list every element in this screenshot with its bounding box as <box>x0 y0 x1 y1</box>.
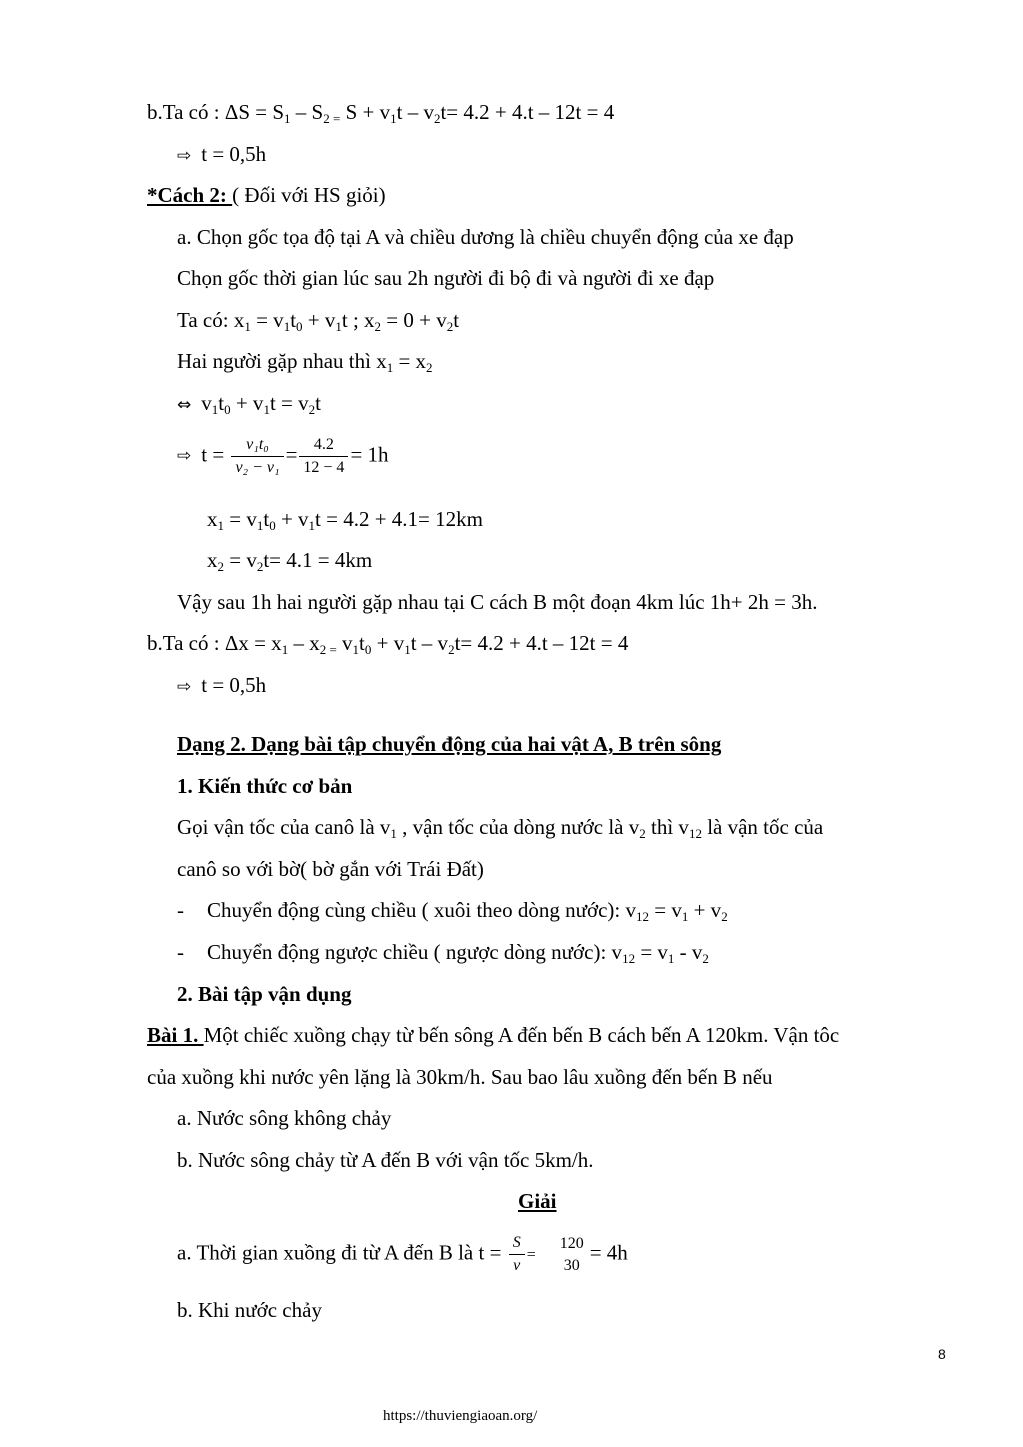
text: t ; x <box>341 308 375 332</box>
line-origin <box>177 227 794 248</box>
text: S + v <box>340 100 391 124</box>
equals: = <box>285 442 298 467</box>
text: canô so với bờ( bờ gắn với Trái Đất) <box>177 857 484 881</box>
line-meet <box>177 349 433 375</box>
subscript: 1 <box>386 360 394 375</box>
text: t = 4.2 + 4.1= 12km <box>315 507 483 531</box>
text: t <box>315 391 321 415</box>
text: = x <box>393 349 427 373</box>
subscript: 2 <box>426 360 433 375</box>
text: a. Nước sông không chảy <box>177 1106 392 1130</box>
subscript: 1 <box>263 402 270 417</box>
text: t= 4.2 + 4.t – 12t = 4 <box>440 100 615 124</box>
footer-url[interactable]: https://thuviengiaoan.org/ <box>383 1408 538 1424</box>
subscript: 2 <box>308 402 316 417</box>
text: – x <box>288 631 320 655</box>
text: x <box>207 507 218 531</box>
line-velocity-def <box>177 815 824 841</box>
subscript: 2 <box>217 559 224 574</box>
line-time-origin <box>177 268 714 289</box>
denominator: 12 − 4 <box>303 459 345 476</box>
subscript: 12 <box>688 826 702 841</box>
line-solution-b <box>177 1300 322 1321</box>
text: t = v <box>269 391 309 415</box>
section-heading-dang-2 <box>177 734 721 755</box>
text: Một chiếc xuồng chạy từ bến sông A đến bến B cách bến A 120km. Vận tôc <box>203 1023 840 1047</box>
denominator: v <box>513 1257 521 1274</box>
subscript: 1 <box>217 518 224 533</box>
text: – S <box>290 100 324 124</box>
heading-text: Dạng 2. Dạng bài tập chuyển động của hai vật A, B trên sông <box>177 732 722 756</box>
text: = v <box>635 940 668 964</box>
text: ( Đối với HS giỏi) <box>232 183 386 207</box>
text: t <box>218 391 225 415</box>
subscript: 0 <box>364 642 372 657</box>
implies-arrow-icon: ⇨ <box>177 446 192 467</box>
subheading-kien-thuc <box>177 776 352 797</box>
text: t – v <box>396 100 434 124</box>
subscript: 2 <box>448 642 455 657</box>
line-x1 <box>207 507 483 533</box>
text: t <box>359 631 365 655</box>
numerator: S <box>509 1232 525 1255</box>
text: + v <box>302 308 336 332</box>
subscript: 1 <box>681 909 689 924</box>
text: Ta có: x <box>177 308 245 332</box>
subscript: 12 <box>622 951 636 966</box>
text: Chuyển động ngược chiều ( ngược dòng nước): v <box>207 940 623 964</box>
text: Vậy sau 1h hai người gặp nhau tại C cách B một đoạn 4km lúc 1h+ 2h = 3h. <box>177 590 818 614</box>
text: b.Ta có : Δx = x <box>147 631 282 655</box>
text: t= 4.2 + 4.t – 12t = 4 <box>454 631 629 655</box>
equivalence-arrow-icon: ⇔ <box>177 395 192 415</box>
text: t <box>263 507 270 531</box>
subscript: 1 <box>308 518 316 533</box>
denominator: 30 <box>563 1256 580 1274</box>
subscript: 1 <box>335 319 342 334</box>
text: a. Thời gian xuồng đi từ A đến B là t = <box>177 1240 507 1265</box>
bullet-dash: - <box>177 940 184 964</box>
text: t = <box>201 442 230 467</box>
numerator: v₁t₀ <box>231 434 283 457</box>
bullet-dash: - <box>177 898 184 922</box>
text: - v <box>674 940 703 964</box>
subscript: 2 <box>256 559 264 574</box>
text: = 0 + v <box>381 308 447 332</box>
page-number: 8 <box>938 1346 946 1362</box>
subscript: 2 <box>639 826 646 841</box>
text: = 4h <box>589 1240 628 1265</box>
subscript: 2 <box>446 319 454 334</box>
list-item-downstream <box>177 898 728 924</box>
text: b.Ta có : ΔS = S <box>147 100 285 124</box>
heading-giai <box>518 1191 557 1212</box>
equals: = <box>526 1246 536 1264</box>
subscript: 2 = <box>319 642 337 657</box>
text: = 1h <box>350 442 389 467</box>
text: t= 4.1 = 4km <box>263 548 373 572</box>
exercise-label: Bài 1. <box>147 1023 204 1047</box>
heading-text: 1. Kiến thức cơ bản <box>177 774 353 798</box>
text: là vận tốc của <box>701 815 824 839</box>
text: + v <box>371 631 405 655</box>
text: a. Chọn gốc tọa độ tại A và chiều dương là chiều chuyển động của xe đạp <box>177 225 794 249</box>
fraction <box>509 1232 525 1277</box>
text: của xuồng khi nước yên lặng là 30km/h. Sau bao lâu xuồng đến bến B nếu <box>147 1065 773 1089</box>
text: Hai người gặp nhau thì x <box>177 349 387 373</box>
fraction <box>231 434 283 479</box>
subscript: 1 <box>352 642 360 657</box>
subheading-bai-tap <box>177 984 351 1005</box>
numerator: 4.2 <box>299 434 348 457</box>
subscript: 2 <box>721 909 728 924</box>
subscript: 2 <box>433 111 441 126</box>
subscript: 1 <box>390 111 397 126</box>
text: t <box>453 308 460 332</box>
line-bai-1 <box>147 1025 839 1046</box>
subscript: 0 <box>296 319 303 334</box>
line-conclusion <box>177 592 817 613</box>
implies-arrow-icon: ⇨ <box>177 146 192 166</box>
line-delta-s <box>147 100 615 126</box>
line-velocity-def-2 <box>177 859 484 880</box>
line-equations <box>177 308 460 334</box>
subscript: 2 = <box>323 111 341 126</box>
text: t = 0,5h <box>201 142 267 166</box>
subscript: 2 <box>374 319 382 334</box>
section-label: *Cách 2: <box>147 183 233 207</box>
list-item-upstream <box>177 940 709 966</box>
subscript: 1 <box>404 642 411 657</box>
subscript: 1 <box>667 951 675 966</box>
line-result-t-2 <box>177 675 266 696</box>
text: b. Nước sông chảy từ A đến B với vận tốc 5km/h. <box>177 1148 594 1172</box>
text: = v <box>250 308 284 332</box>
denominator: v₂ − v₁ <box>235 459 280 476</box>
text: = v <box>224 548 257 572</box>
list-item-b <box>177 1150 594 1171</box>
numerator: 120 <box>559 1234 584 1252</box>
subscript: 1 <box>281 642 289 657</box>
line-equiv <box>177 391 321 417</box>
subscript: 1 <box>211 402 219 417</box>
text: x <box>207 548 218 572</box>
text: Gọi vận tốc của canô là v <box>177 815 391 839</box>
heading-text: 2. Bài tập vận dụng <box>177 982 352 1006</box>
text: t <box>290 308 297 332</box>
line-delta-x <box>147 631 629 657</box>
text: = v <box>649 898 682 922</box>
subscript: 0 <box>269 518 276 533</box>
line-solution-a <box>177 1232 628 1277</box>
line-fraction-t <box>177 434 389 479</box>
subscript: 0 <box>224 402 231 417</box>
text: t = 0,5h <box>201 673 267 697</box>
line-x2 <box>207 548 373 574</box>
text: b. Khi nước chảy <box>177 1298 322 1322</box>
subscript: 1 <box>256 518 264 533</box>
subscript: 12 <box>636 909 649 924</box>
text: v <box>336 631 353 655</box>
subscript: 1 <box>244 319 251 334</box>
text: + v <box>230 391 264 415</box>
subscript: 2 <box>702 951 709 966</box>
text: + v <box>275 507 309 531</box>
text: , vận tốc của dòng nước là v <box>396 815 640 839</box>
fraction <box>299 434 348 479</box>
heading-text: Giải <box>518 1189 557 1213</box>
line-cach-2 <box>147 185 386 206</box>
subscript: 1 <box>283 319 291 334</box>
subscript: 1 <box>284 111 291 126</box>
implies-arrow-icon: ⇨ <box>177 677 192 697</box>
fraction <box>556 1233 588 1277</box>
list-item-a <box>177 1108 391 1129</box>
text: + v <box>688 898 722 922</box>
text: t – v <box>410 631 449 655</box>
text: Chuyển động cùng chiều ( xuôi theo dòng nước): v <box>207 898 636 922</box>
text: thì v <box>645 815 689 839</box>
line-bai-1-cont <box>147 1067 773 1088</box>
text: v <box>201 391 212 415</box>
subscript: 1 <box>390 826 397 841</box>
text: = v <box>224 507 257 531</box>
text: Chọn gốc thời gian lúc sau 2h người đi bộ đi và người đi xe đạp <box>177 266 715 290</box>
line-result-t <box>177 144 266 165</box>
